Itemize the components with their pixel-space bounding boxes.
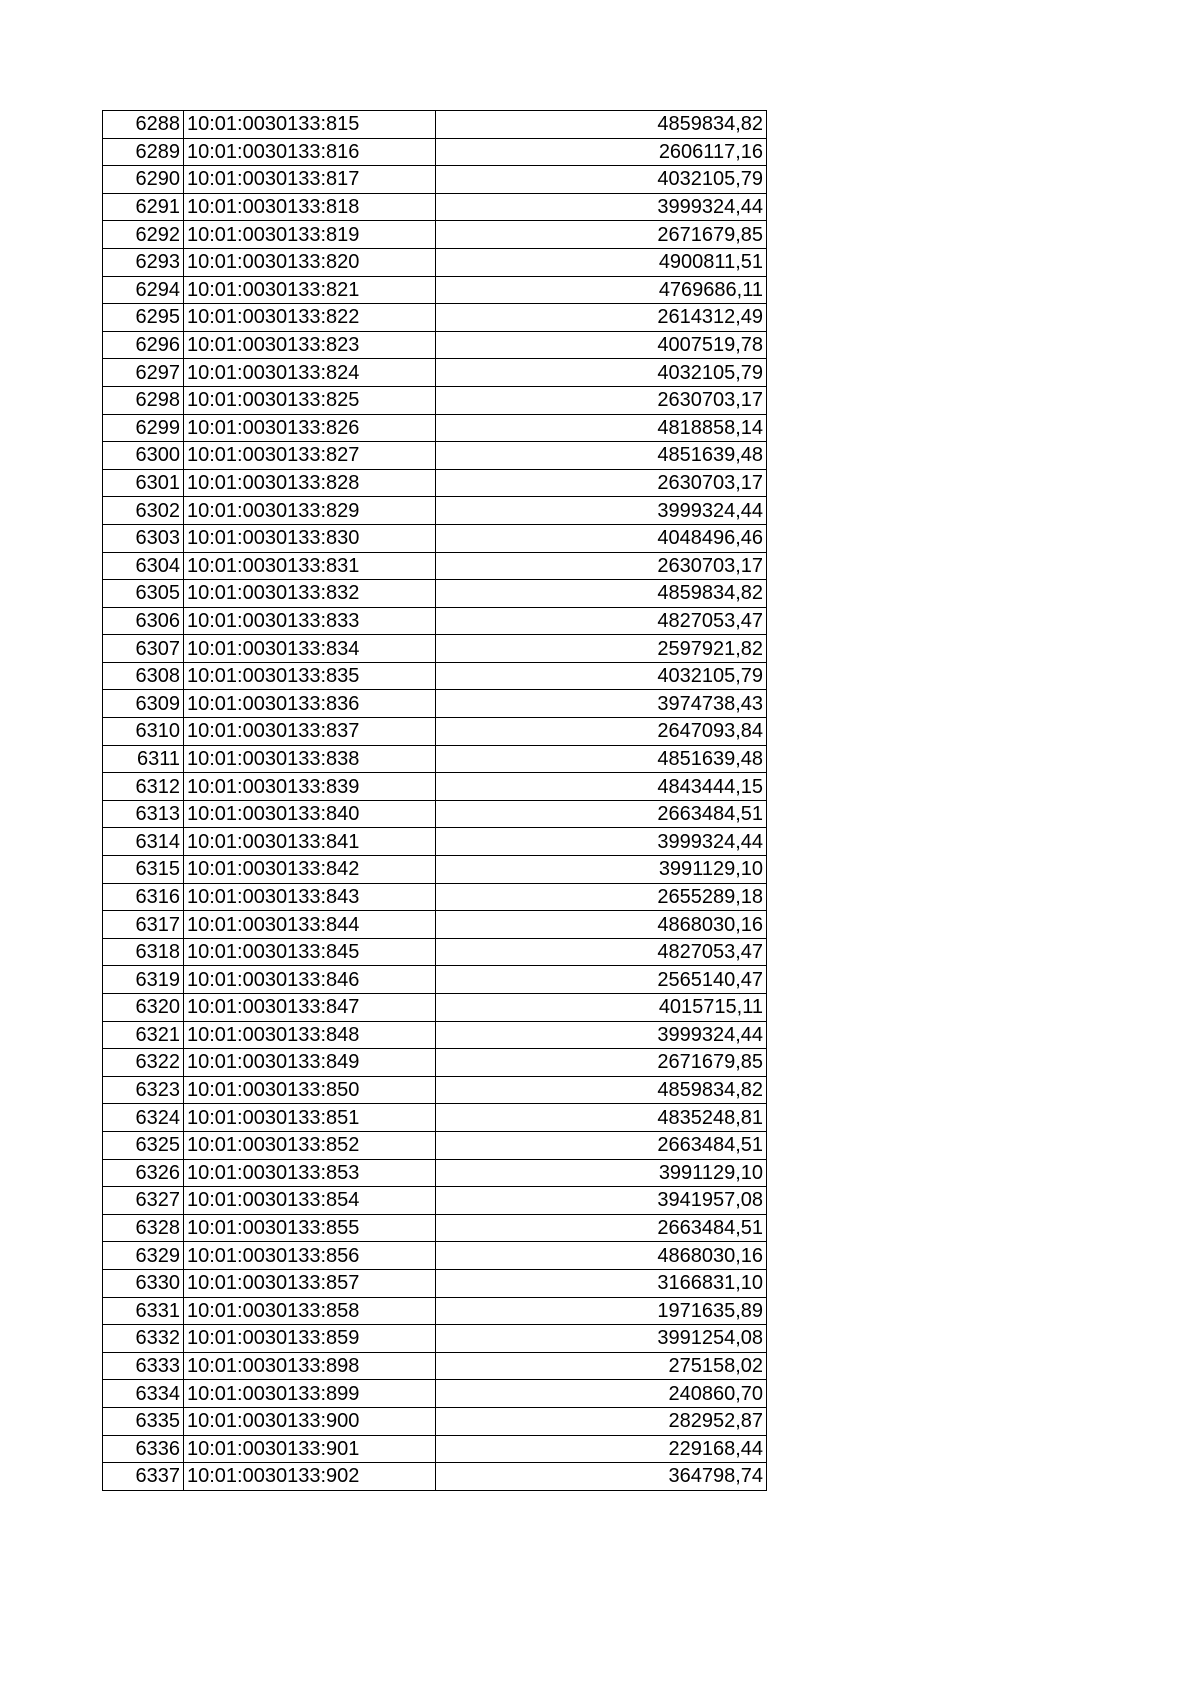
- value-cell: 2655289,18: [436, 883, 767, 911]
- row-index-cell: 6309: [103, 690, 184, 718]
- value-cell: 3166831,10: [436, 1269, 767, 1297]
- row-index-cell: 6323: [103, 1076, 184, 1104]
- cadastral-number-cell: 10:01:0030133:858: [184, 1297, 436, 1325]
- row-index-cell: 6330: [103, 1269, 184, 1297]
- value-cell: 4827053,47: [436, 607, 767, 635]
- table-row: [103, 580, 767, 608]
- cadastral-number-cell: 10:01:0030133:850: [184, 1076, 436, 1104]
- value-cell: 4868030,16: [436, 911, 767, 939]
- value-cell: 4851639,48: [436, 745, 767, 773]
- cadastral-number-cell: 10:01:0030133:816: [184, 138, 436, 166]
- row-index-cell: 6329: [103, 1242, 184, 1270]
- row-index-cell: 6315: [103, 856, 184, 884]
- value-cell: 2663484,51: [436, 1131, 767, 1159]
- cadastral-number-cell: 10:01:0030133:838: [184, 745, 436, 773]
- table-row: [103, 1242, 767, 1270]
- cadastral-number-cell: 10:01:0030133:834: [184, 635, 436, 663]
- value-cell: 4835248,81: [436, 1104, 767, 1132]
- table-row: [103, 221, 767, 249]
- table-row: [103, 442, 767, 470]
- row-index-cell: 6317: [103, 911, 184, 939]
- table-row: [103, 276, 767, 304]
- value-cell: 3991254,08: [436, 1325, 767, 1353]
- cadastral-number-cell: 10:01:0030133:819: [184, 221, 436, 249]
- value-cell: 1971635,89: [436, 1297, 767, 1325]
- value-cell: 4900811,51: [436, 248, 767, 276]
- table-row: [103, 828, 767, 856]
- table-row: [103, 607, 767, 635]
- value-cell: 3991129,10: [436, 856, 767, 884]
- table-row: [103, 1021, 767, 1049]
- row-index-cell: 6316: [103, 883, 184, 911]
- cadastral-number-cell: 10:01:0030133:820: [184, 248, 436, 276]
- table-row: [103, 524, 767, 552]
- table-row: [103, 1187, 767, 1215]
- value-cell: 3999324,44: [436, 497, 767, 525]
- row-index-cell: 6312: [103, 773, 184, 801]
- table-row: [103, 1131, 767, 1159]
- value-cell: 282952,87: [436, 1407, 767, 1435]
- row-index-cell: 6334: [103, 1380, 184, 1408]
- cadastral-number-cell: 10:01:0030133:826: [184, 414, 436, 442]
- cadastral-number-cell: 10:01:0030133:823: [184, 331, 436, 359]
- cadastral-number-cell: 10:01:0030133:815: [184, 111, 436, 139]
- cadastral-number-cell: 10:01:0030133:822: [184, 304, 436, 332]
- value-cell: 3974738,43: [436, 690, 767, 718]
- table-row: [103, 994, 767, 1022]
- row-index-cell: 6328: [103, 1214, 184, 1242]
- cadastral-number-cell: 10:01:0030133:847: [184, 994, 436, 1022]
- table-row: [103, 1104, 767, 1132]
- row-index-cell: 6295: [103, 304, 184, 332]
- value-cell: 3999324,44: [436, 1021, 767, 1049]
- value-cell: 4032105,79: [436, 166, 767, 194]
- row-index-cell: 6322: [103, 1049, 184, 1077]
- row-index-cell: 6310: [103, 718, 184, 746]
- row-index-cell: 6291: [103, 193, 184, 221]
- cadastral-number-cell: 10:01:0030133:853: [184, 1159, 436, 1187]
- row-index-cell: 6336: [103, 1435, 184, 1463]
- value-cell: 240860,70: [436, 1380, 767, 1408]
- table-row: [103, 718, 767, 746]
- value-cell: 4007519,78: [436, 331, 767, 359]
- value-cell: 3999324,44: [436, 193, 767, 221]
- cadastral-number-cell: 10:01:0030133:842: [184, 856, 436, 884]
- cadastral-number-cell: 10:01:0030133:857: [184, 1269, 436, 1297]
- value-cell: 364798,74: [436, 1463, 767, 1491]
- row-index-cell: 6331: [103, 1297, 184, 1325]
- cadastral-number-cell: 10:01:0030133:901: [184, 1435, 436, 1463]
- value-cell: 2647093,84: [436, 718, 767, 746]
- row-index-cell: 6327: [103, 1187, 184, 1215]
- table-row: [103, 1463, 767, 1491]
- cadastral-number-cell: 10:01:0030133:859: [184, 1325, 436, 1353]
- row-index-cell: 6308: [103, 662, 184, 690]
- table-row: [103, 1076, 767, 1104]
- value-cell: 2630703,17: [436, 469, 767, 497]
- cadastral-number-cell: 10:01:0030133:818: [184, 193, 436, 221]
- table-row: [103, 662, 767, 690]
- row-index-cell: 6307: [103, 635, 184, 663]
- table-row: [103, 469, 767, 497]
- table-row: [103, 1297, 767, 1325]
- table-body: [103, 111, 767, 1491]
- row-index-cell: 6302: [103, 497, 184, 525]
- value-cell: 2565140,47: [436, 966, 767, 994]
- table-row: [103, 497, 767, 525]
- value-cell: 3941957,08: [436, 1187, 767, 1215]
- cadastral-number-cell: 10:01:0030133:846: [184, 966, 436, 994]
- table-row: [103, 745, 767, 773]
- table-row: [103, 966, 767, 994]
- cadastral-number-cell: 10:01:0030133:835: [184, 662, 436, 690]
- document-sheet: [102, 110, 766, 1491]
- row-index-cell: 6292: [103, 221, 184, 249]
- value-cell: 2671679,85: [436, 1049, 767, 1077]
- cadastral-number-cell: 10:01:0030133:854: [184, 1187, 436, 1215]
- cadastral-number-cell: 10:01:0030133:898: [184, 1352, 436, 1380]
- value-cell: 4868030,16: [436, 1242, 767, 1270]
- row-index-cell: 6296: [103, 331, 184, 359]
- row-index-cell: 6324: [103, 1104, 184, 1132]
- cadastral-number-cell: 10:01:0030133:821: [184, 276, 436, 304]
- cadastral-number-cell: 10:01:0030133:825: [184, 386, 436, 414]
- table-row: [103, 386, 767, 414]
- cadastral-number-cell: 10:01:0030133:828: [184, 469, 436, 497]
- table-row: [103, 331, 767, 359]
- row-index-cell: 6333: [103, 1352, 184, 1380]
- cadastral-number-cell: 10:01:0030133:851: [184, 1104, 436, 1132]
- row-index-cell: 6321: [103, 1021, 184, 1049]
- cadastral-number-cell: 10:01:0030133:856: [184, 1242, 436, 1270]
- cadastral-number-cell: 10:01:0030133:830: [184, 524, 436, 552]
- row-index-cell: 6298: [103, 386, 184, 414]
- table-row: [103, 856, 767, 884]
- cadastral-number-cell: 10:01:0030133:839: [184, 773, 436, 801]
- row-index-cell: 6335: [103, 1407, 184, 1435]
- value-cell: 3991129,10: [436, 1159, 767, 1187]
- row-index-cell: 6311: [103, 745, 184, 773]
- row-index-cell: 6297: [103, 359, 184, 387]
- table-row: [103, 1214, 767, 1242]
- table-row: [103, 1435, 767, 1463]
- row-index-cell: 6326: [103, 1159, 184, 1187]
- cadastral-number-cell: 10:01:0030133:829: [184, 497, 436, 525]
- table-row: [103, 248, 767, 276]
- value-cell: 2630703,17: [436, 552, 767, 580]
- row-index-cell: 6293: [103, 248, 184, 276]
- row-index-cell: 6319: [103, 966, 184, 994]
- value-cell: 2614312,49: [436, 304, 767, 332]
- cadastral-number-cell: 10:01:0030133:824: [184, 359, 436, 387]
- cadastral-number-cell: 10:01:0030133:837: [184, 718, 436, 746]
- value-cell: 2663484,51: [436, 800, 767, 828]
- table-row: [103, 359, 767, 387]
- table-row: [103, 1049, 767, 1077]
- table-row: [103, 1352, 767, 1380]
- cadastral-number-cell: 10:01:0030133:900: [184, 1407, 436, 1435]
- cadastral-number-cell: 10:01:0030133:902: [184, 1463, 436, 1491]
- value-cell: 4015715,11: [436, 994, 767, 1022]
- cadastral-number-cell: 10:01:0030133:827: [184, 442, 436, 470]
- row-index-cell: 6318: [103, 938, 184, 966]
- table-row: [103, 1269, 767, 1297]
- table-row: [103, 414, 767, 442]
- value-cell: 4851639,48: [436, 442, 767, 470]
- row-index-cell: 6289: [103, 138, 184, 166]
- row-index-cell: 6290: [103, 166, 184, 194]
- value-cell: 2597921,82: [436, 635, 767, 663]
- cadastral-number-cell: 10:01:0030133:833: [184, 607, 436, 635]
- cadastral-number-cell: 10:01:0030133:844: [184, 911, 436, 939]
- table-row: [103, 1159, 767, 1187]
- cadastral-number-cell: 10:01:0030133:817: [184, 166, 436, 194]
- table-row: [103, 800, 767, 828]
- table-row: [103, 304, 767, 332]
- cadastral-number-cell: 10:01:0030133:832: [184, 580, 436, 608]
- value-cell: 4032105,79: [436, 359, 767, 387]
- cadastral-number-cell: 10:01:0030133:855: [184, 1214, 436, 1242]
- cadastral-number-cell: 10:01:0030133:899: [184, 1380, 436, 1408]
- cadastral-number-cell: 10:01:0030133:843: [184, 883, 436, 911]
- value-cell: 2606117,16: [436, 138, 767, 166]
- table-row: [103, 552, 767, 580]
- row-index-cell: 6299: [103, 414, 184, 442]
- row-index-cell: 6304: [103, 552, 184, 580]
- row-index-cell: 6294: [103, 276, 184, 304]
- value-cell: 2663484,51: [436, 1214, 767, 1242]
- row-index-cell: 6337: [103, 1463, 184, 1491]
- cadastral-number-cell: 10:01:0030133:841: [184, 828, 436, 856]
- value-cell: 4859834,82: [436, 580, 767, 608]
- value-cell: 4048496,46: [436, 524, 767, 552]
- table-row: [103, 1325, 767, 1353]
- value-cell: 4032105,79: [436, 662, 767, 690]
- table-row: [103, 883, 767, 911]
- table-row: [103, 773, 767, 801]
- table-row: [103, 138, 767, 166]
- row-index-cell: 6306: [103, 607, 184, 635]
- row-index-cell: 6305: [103, 580, 184, 608]
- row-index-cell: 6325: [103, 1131, 184, 1159]
- row-index-cell: 6320: [103, 994, 184, 1022]
- cadastral-value-table: [102, 110, 767, 1491]
- table-row: [103, 1380, 767, 1408]
- cadastral-number-cell: 10:01:0030133:849: [184, 1049, 436, 1077]
- row-index-cell: 6313: [103, 800, 184, 828]
- table-row: [103, 1407, 767, 1435]
- table-row: [103, 690, 767, 718]
- value-cell: 2671679,85: [436, 221, 767, 249]
- value-cell: 4818858,14: [436, 414, 767, 442]
- row-index-cell: 6300: [103, 442, 184, 470]
- table-row: [103, 635, 767, 663]
- value-cell: 2630703,17: [436, 386, 767, 414]
- value-cell: 229168,44: [436, 1435, 767, 1463]
- table-row: [103, 938, 767, 966]
- table-row: [103, 166, 767, 194]
- cadastral-number-cell: 10:01:0030133:852: [184, 1131, 436, 1159]
- cadastral-number-cell: 10:01:0030133:845: [184, 938, 436, 966]
- value-cell: 4859834,82: [436, 1076, 767, 1104]
- cadastral-number-cell: 10:01:0030133:831: [184, 552, 436, 580]
- row-index-cell: 6301: [103, 469, 184, 497]
- value-cell: 275158,02: [436, 1352, 767, 1380]
- table-row: [103, 111, 767, 139]
- value-cell: 4827053,47: [436, 938, 767, 966]
- cadastral-number-cell: 10:01:0030133:840: [184, 800, 436, 828]
- row-index-cell: 6288: [103, 111, 184, 139]
- table-row: [103, 193, 767, 221]
- cadastral-number-cell: 10:01:0030133:848: [184, 1021, 436, 1049]
- value-cell: 4769686,11: [436, 276, 767, 304]
- row-index-cell: 6314: [103, 828, 184, 856]
- cadastral-number-cell: 10:01:0030133:836: [184, 690, 436, 718]
- table-row: [103, 911, 767, 939]
- row-index-cell: 6332: [103, 1325, 184, 1353]
- row-index-cell: 6303: [103, 524, 184, 552]
- value-cell: 4859834,82: [436, 111, 767, 139]
- value-cell: 4843444,15: [436, 773, 767, 801]
- value-cell: 3999324,44: [436, 828, 767, 856]
